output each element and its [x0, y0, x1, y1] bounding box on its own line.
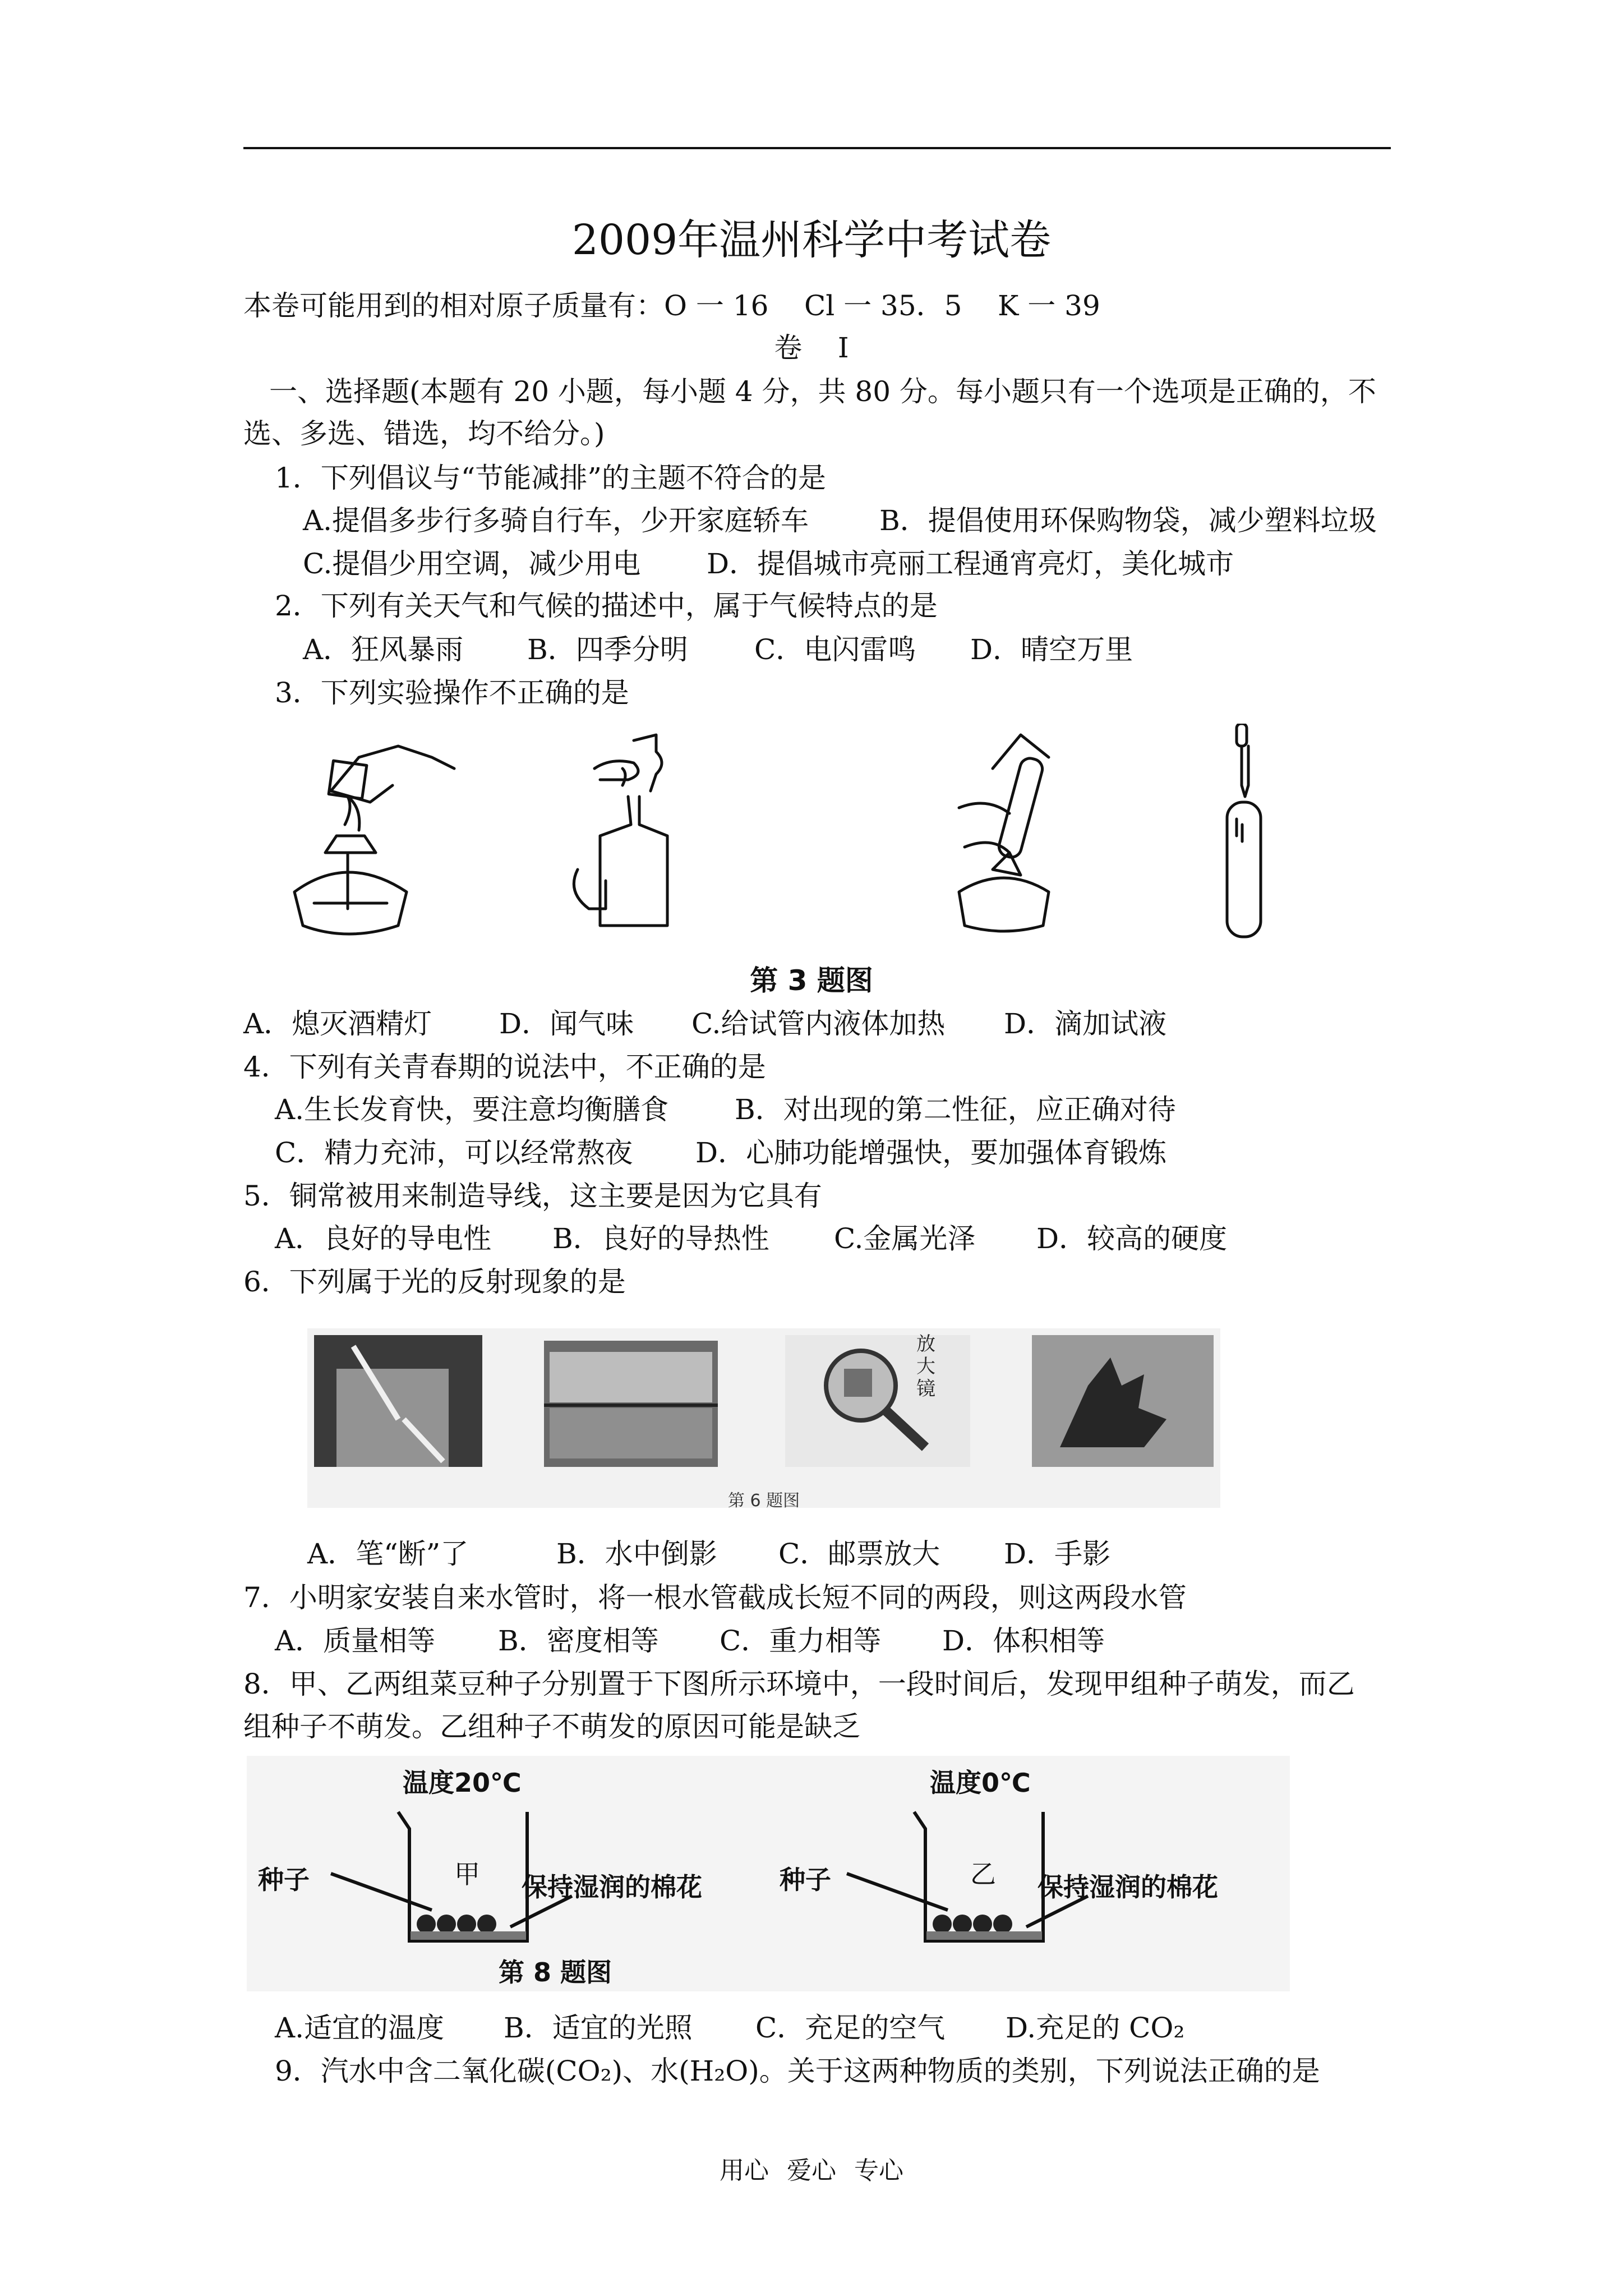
- right-seeds: [933, 1915, 1012, 1934]
- q2-option-d: D．晴空万里: [970, 633, 1133, 666]
- q1-option-c: C.提倡少用空调，减少用电: [303, 547, 641, 580]
- q7-option-c: C．重力相等: [720, 1625, 882, 1657]
- q6-option-a: A．笔“断”了: [307, 1538, 469, 1570]
- left-cotton-label: 保持湿润的棉花: [522, 1872, 702, 1902]
- q8-option-b: B．适宜的光照: [504, 2012, 693, 2044]
- q4-option-b: B．对出现的第二性征，应正确对待: [735, 1093, 1176, 1126]
- right-seed-label: 种子: [780, 1865, 831, 1895]
- q8-option-d: D.充足的 CO₂: [1006, 2012, 1185, 2044]
- q5-option-c: C.金属光泽: [834, 1222, 976, 1255]
- left-seeds: [417, 1915, 496, 1934]
- q1-option-b: B．提倡使用环保购物袋，减少塑料垃圾: [879, 504, 1377, 537]
- q6-option-b: B．水中倒影: [556, 1538, 717, 1570]
- right-cotton-label: 保持湿润的棉花: [1038, 1872, 1218, 1902]
- q6-option-d: D．手影: [1004, 1538, 1111, 1570]
- q1-stem: 1．下列倡议与“节能减排”的主题不符合的是: [275, 462, 826, 494]
- section-instructions-line1: 一、选择题(本题有 20 小题，每小题 4 分，共 80 分。每小题只有一个选项是正确的，不: [269, 375, 1376, 408]
- right-temperature-label: 温度0℃: [930, 1768, 1031, 1798]
- q4-option-c: C．精力充沛，可以经常熬夜: [275, 1137, 633, 1169]
- q6-stem: 6．下列属于光的反射现象的是: [243, 1266, 626, 1298]
- q4-option-a: A.生长发育快，要注意均衡膳食: [275, 1093, 669, 1126]
- q3-option-d-dropper: D．滴加试液: [1004, 1007, 1167, 1040]
- atomic-mass-note: 本卷可能用到的相对原子质量有：O 一 16 Cl 一 35．5 K 一 39: [243, 289, 1100, 322]
- q3-stem: 3．下列实验操作不正确的是: [275, 677, 629, 709]
- q2-option-a: A．狂风暴雨: [303, 633, 464, 666]
- q7-option-d: D．体积相等: [942, 1625, 1105, 1657]
- q8-figure-caption: 第 8 题图: [498, 1957, 612, 1987]
- q1-option-d: D．提倡城市亮丽工程通宵亮灯，美化城市: [707, 547, 1234, 580]
- heating-test-tube-illustration: [959, 735, 1049, 931]
- page-footer: 用心 爱心 专心: [720, 2156, 903, 2185]
- q2-option-c: C．电闪雷鸣: [754, 633, 916, 666]
- q8-stem-line2: 组种子不萌发。乙组种子不萌发的原因可能是缺乏: [243, 1710, 860, 1743]
- right-group-label: 乙: [970, 1859, 996, 1889]
- q8-stem-line1: 8．甲、乙两组菜豆种子分别置于下图所示环境中，一段时间后，发现甲组种子萌发，而乙: [243, 1668, 1355, 1700]
- q5-option-a: A．良好的导电性: [275, 1222, 492, 1255]
- q2-option-b: B．四季分明: [527, 633, 688, 666]
- q4-option-d: D．心肺功能增强快，要加强体育锻炼: [695, 1137, 1167, 1169]
- left-temperature-label: 温度20℃: [403, 1768, 522, 1798]
- q3-option-a: A．熄灭酒精灯: [243, 1007, 432, 1040]
- hand-shadow-photo: [1032, 1335, 1214, 1467]
- header-rule: [243, 147, 1391, 149]
- q2-stem: 2．下列有关天气和气候的描述中，属于气候特点的是: [275, 590, 938, 622]
- q8-option-a: A.适宜的温度: [275, 2012, 445, 2044]
- q7-option-b: B．密度相等: [498, 1625, 659, 1657]
- smelling-bottle-illustration: [574, 735, 667, 926]
- section-instructions-line2: 选、多选、错选，均不给分。): [243, 417, 605, 450]
- q7-option-a: A．质量相等: [275, 1625, 436, 1657]
- q3-figure-caption: 第 3 题图: [750, 964, 873, 997]
- magnifier-stamp-photo: [785, 1335, 970, 1467]
- q5-option-b: B．良好的导热性: [552, 1222, 769, 1255]
- q8-option-c: C．充足的空气: [755, 2012, 946, 2044]
- q3-figure: [264, 724, 1329, 948]
- q6-figure: [307, 1328, 1220, 1511]
- left-seed-label: 种子: [258, 1865, 310, 1895]
- q8-figure: [247, 1756, 1290, 1991]
- q3-option-c: C.给试管内液体加热: [691, 1007, 946, 1040]
- water-reflection-photo: [544, 1341, 718, 1467]
- q6-figure-caption: 第 6 题图: [727, 1491, 800, 1511]
- q4-stem: 4．下列有关青春期的说法中，不正确的是: [243, 1051, 766, 1083]
- dropper-test-tube-illustration: [1227, 724, 1261, 937]
- pencil-in-water-photo: [314, 1335, 482, 1467]
- magnifier-label: 放大镜: [916, 1333, 935, 1400]
- q7-stem: 7．小明家安装自来水管时，将一根水管截成长短不同的两段，则这两段水管: [243, 1581, 1187, 1614]
- left-group-label: 甲: [454, 1859, 480, 1889]
- q1-option-a: A.提倡多步行多骑自行车，少开家庭轿车: [303, 504, 809, 537]
- q5-stem: 5．铜常被用来制造导线，这主要是因为它具有: [243, 1180, 822, 1212]
- q6-option-c: C．邮票放大: [778, 1538, 940, 1570]
- q3-option-d-smell: D．闻气味: [499, 1007, 634, 1040]
- page-title: 2009年温州科学中考试卷: [571, 216, 1052, 264]
- q5-option-d: D．较高的硬度: [1036, 1222, 1228, 1255]
- volume-heading: 卷 I: [774, 332, 849, 364]
- q9-stem: 9．汽水中含二氧化碳(CO₂)、水(H₂O)。关于这两种物质的类别，下列说法正确的是: [275, 2055, 1320, 2087]
- alcohol-lamp-cap-illustration: [294, 746, 454, 934]
